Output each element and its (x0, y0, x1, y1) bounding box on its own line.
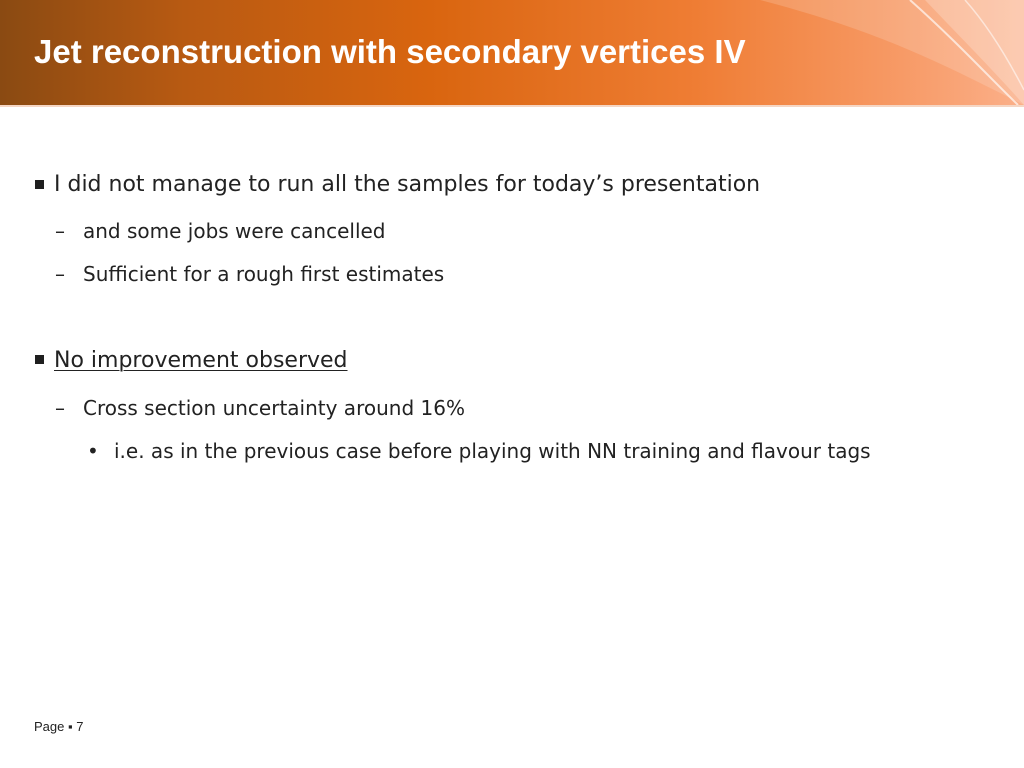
subitem-rough-estimates: Sufficient for a rough first estimates (83, 262, 445, 286)
bullet-no-improvement: No improvement observed (54, 348, 348, 373)
page-separator: ▪ (68, 719, 73, 734)
dash-bullet-icon: – (55, 219, 65, 243)
slide-title: Jet reconstruction with secondary vertices IV (34, 33, 746, 70)
subitem-cross-section-uncertainty: Cross section uncertainty around 16% (83, 396, 465, 420)
page-number: 7 (76, 719, 84, 734)
page-label: Page (34, 719, 65, 734)
subitem-jobs-cancelled: and some jobs were cancelled (83, 219, 386, 243)
dash-bullet-icon: – (55, 396, 65, 420)
dash-bullet-icon: – (55, 262, 65, 286)
dot-bullet-icon: • (87, 439, 99, 463)
bullet-samples-not-run: I did not manage to run all the samples for today’s presentation (54, 172, 761, 197)
square-bullet-icon (35, 355, 44, 364)
square-bullet-icon (35, 180, 44, 189)
page-footer (34, 718, 83, 736)
subitem-previous-case: i.e. as in the previous case before playing with NN training and flavour tags (114, 439, 871, 463)
